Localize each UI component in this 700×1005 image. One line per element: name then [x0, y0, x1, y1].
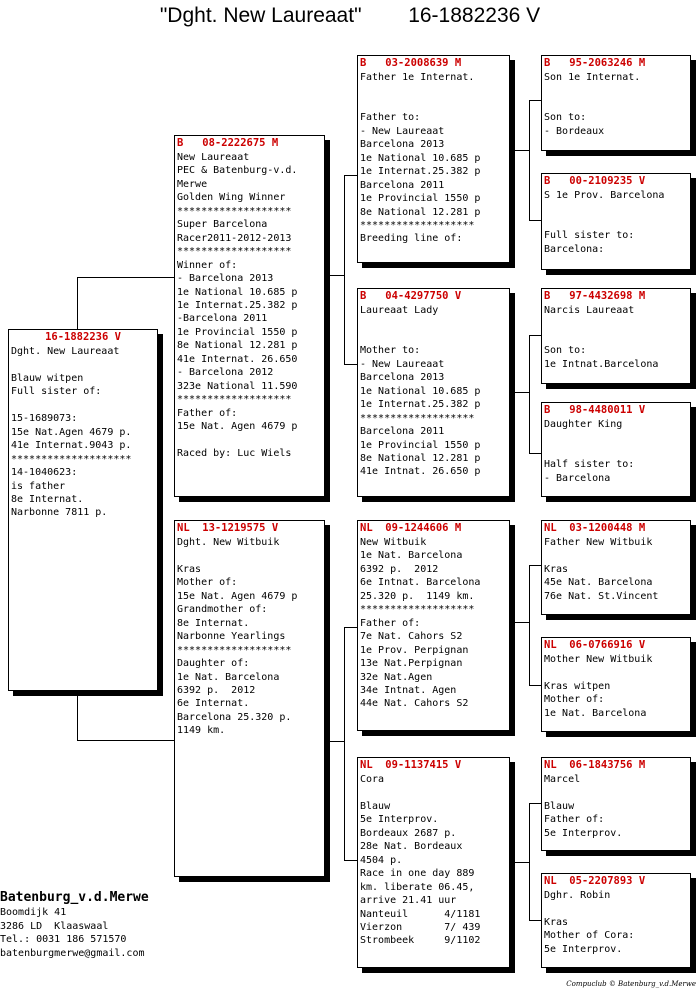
card-text [175, 151, 324, 460]
connector [529, 335, 530, 453]
card-line: ******************* [177, 394, 292, 406]
card-line: 8e National 12.281 p [360, 452, 481, 464]
card-line: -Barcelona 2011 [177, 313, 268, 325]
card-line: Bordeaux 2687 p. [360, 827, 457, 839]
card-line: Father of: [360, 617, 421, 629]
card-line: 41e Intnat. 26.650 p [360, 466, 481, 478]
card-text [9, 345, 157, 520]
card-line: Son to: [544, 112, 587, 124]
card-text [358, 71, 509, 246]
card-line: is father [11, 480, 66, 492]
card-line: 1e Internat.25.382 p [360, 166, 481, 178]
card-line [544, 202, 688, 215]
card-line: 1e National 10.685 p [177, 286, 298, 298]
card-line: 1e Nat. Barcelona [360, 550, 463, 562]
card-line: PEC & Batenburg-v.d. [177, 165, 298, 177]
connector [330, 741, 344, 742]
card-line: Narbonne 7811 p. [11, 507, 108, 519]
card-text [542, 889, 690, 956]
card-line: 1e Provincial 1550 p [360, 193, 481, 205]
card-line [177, 549, 322, 562]
card-line: - Barcelona [544, 472, 611, 484]
page-title: "Dght. New Laureaat" 16-1882236 V [159, 4, 541, 27]
card-line: 44e Nat. Cahors S2 [360, 698, 469, 710]
connector [344, 175, 358, 176]
card-text [542, 536, 690, 603]
connector [330, 275, 344, 276]
connector [529, 565, 530, 685]
card-line: Winner of: [177, 259, 238, 271]
card-line: Full sister to: [544, 230, 635, 242]
card-line: Laureaat Lady [360, 305, 439, 316]
card-line: 34e Intnat. Agen [360, 684, 457, 696]
connector [77, 277, 78, 329]
connector [77, 740, 175, 741]
card-line: 41e Internat. 26.650 [177, 353, 298, 365]
card-line: 323e National 11.590 [177, 380, 298, 392]
pedigree-card-mfm [541, 637, 691, 732]
card-line [544, 666, 688, 679]
owner-email[interactable]: batenburgmerwe@gmail.com [0, 947, 145, 959]
card-line: 1e Intnat.Barcelona [544, 358, 659, 370]
card-line: 6e Internat. [177, 698, 250, 710]
card-line: Marcel [544, 774, 581, 785]
card-line: Kras witpen [544, 680, 611, 692]
card-line: 1e Nat. Barcelona [177, 671, 280, 683]
card-line [544, 98, 688, 111]
card-line: Mother to: [360, 345, 421, 357]
card-text [358, 773, 509, 948]
card-line: Dght. New Witbuik [177, 537, 280, 548]
software-credit: Compuclub © Batenburg_v.d.Merwe [566, 980, 696, 988]
card-line: ******************* [360, 604, 475, 616]
card-line [544, 216, 688, 229]
card-line: ******************** [11, 453, 132, 465]
card-text [542, 773, 690, 840]
card-line [360, 786, 507, 799]
card-text [542, 653, 690, 720]
card-line: 1e Provincial 1550 p [360, 439, 481, 451]
card-line [360, 317, 507, 330]
card-line: Barcelona 25.320 p. [177, 711, 292, 723]
card-line: Barcelona: [544, 243, 605, 255]
pedigree-card-mm [357, 757, 510, 968]
card-line [544, 431, 688, 444]
card-line: Kras [544, 563, 569, 575]
card-text [542, 304, 690, 371]
card-line [360, 98, 507, 111]
card-line: km. liberate 06.45, [360, 881, 475, 893]
pedigree-card-mother [174, 520, 325, 877]
ring-number: NL 06-0766916 V [544, 639, 646, 651]
card-line: Narcis Laureaat [544, 305, 635, 316]
card-line: Golden Wing Winner [177, 192, 286, 204]
card-line: 6392 p. 2012 [360, 563, 439, 575]
ring-number: B 95-2063246 M [544, 57, 646, 69]
connector [344, 860, 358, 861]
ring-number: B 97-4432698 M [544, 290, 646, 302]
owner-info [0, 890, 149, 960]
card-line: ******************* [360, 412, 475, 424]
pedigree-card-mff [541, 520, 691, 615]
card-line: Mother of Cora: [544, 930, 635, 942]
card-line: Narbonne Yearlings [177, 631, 286, 643]
pedigree-card-mmf [541, 757, 691, 851]
ring-number: NL 13-1219575 V [177, 522, 279, 534]
card-line [360, 331, 507, 344]
connector [529, 803, 530, 920]
card-line: Kras [177, 563, 202, 575]
card-line: 1e Internat.25.382 p [177, 299, 298, 311]
card-line [11, 399, 155, 412]
card-line: Blauw witpen [11, 372, 84, 384]
connector [344, 364, 358, 365]
card-line: Grandmother of: [177, 604, 268, 616]
card-line: Father New Witbuik [544, 537, 653, 548]
card-line: 8e National 12.281 p [177, 340, 298, 352]
card-line: Dght. New Laureaat [11, 346, 120, 357]
card-line: Racer2011-2012-2013 [177, 232, 292, 244]
ring-number: B 04-4297750 V [360, 290, 462, 302]
card-line: S 1e Prov. Barcelona [544, 190, 665, 201]
card-line: Barcelona 2013 [360, 372, 445, 384]
card-line: New Laureaat [177, 152, 250, 163]
pedigree-card-ff [357, 55, 510, 263]
card-text [175, 536, 324, 738]
card-line: Half sister to: [544, 459, 635, 471]
card-line: 1e Internat.25.382 p [360, 399, 481, 411]
pedigree-card-subject [8, 329, 158, 691]
ring-number: B 08-2222675 M [177, 137, 279, 149]
pedigree-card-ffm [541, 173, 691, 270]
card-line: Father 1e Internat. [360, 72, 475, 83]
card-line: 15-1689073: [11, 413, 78, 425]
card-line [177, 434, 322, 447]
card-line: ******************* [177, 246, 292, 258]
card-line: 15e Nat. Agen 4679 p [177, 421, 298, 433]
card-line: ******************* [177, 644, 292, 656]
ring-number: NL 03-1200448 M [544, 522, 646, 534]
card-line: Mother of: [544, 694, 605, 706]
owner-name: Batenburg_v.d.Merwe [0, 890, 149, 905]
card-line: 5e Interprov. [544, 943, 623, 955]
card-line: 7e Nat. Cahors S2 [360, 631, 463, 643]
card-line: Race in one day 889 [360, 868, 475, 880]
card-line: 76e Nat. St.Vincent [544, 590, 659, 602]
pedigree-card-father [174, 135, 325, 497]
connector [77, 692, 78, 741]
card-line: 5e Interprov. [360, 814, 439, 826]
card-line [544, 902, 688, 915]
card-line [544, 445, 688, 458]
card-line: New Witbuik [360, 537, 427, 548]
ring-number: B 00-2109235 V [544, 175, 646, 187]
card-line: 45e Nat. Barcelona [544, 577, 653, 589]
card-line: Barcelona 2013 [360, 139, 445, 151]
card-line: Son 1e Internat. [544, 72, 641, 83]
card-line: Mother New Witbuik [544, 654, 653, 665]
card-line: 8e National 12.281 p [360, 206, 481, 218]
card-line: arrive 21.41 uur [360, 895, 457, 907]
card-line: - Barcelona 2013 [177, 273, 274, 285]
card-line: - Barcelona 2012 [177, 367, 274, 379]
card-line: Blauw [360, 800, 391, 812]
card-line: 41e Internat.9043 p. [11, 440, 132, 452]
card-line: 8e Internat. [11, 493, 84, 505]
card-line: 8e Internat. [177, 617, 250, 629]
owner-postcode: 3286 LD Klaaswaal [0, 920, 109, 932]
ring-number: B 03-2008639 M [360, 57, 462, 69]
card-line: Cora [360, 774, 385, 785]
card-line: Mother of: [177, 577, 238, 589]
card-line: 32e Nat.Agen [360, 671, 433, 683]
card-line: 1e Provincial 1550 p [177, 326, 298, 338]
card-text [542, 71, 690, 138]
card-line: Raced by: Luc Wiels [177, 447, 292, 459]
card-line: Father of: [177, 407, 238, 419]
card-line: Barcelona 2011 [360, 426, 445, 438]
connector [515, 622, 529, 623]
card-line: - Bordeaux [544, 125, 605, 137]
card-line: 15e Nat. Agen 4679 p [177, 590, 298, 602]
card-text [358, 536, 509, 711]
card-line: 25.320 p. 1149 km. [360, 590, 475, 602]
pedigree-card-mmm [541, 873, 691, 968]
card-line: 28e Nat. Bordeaux [360, 841, 463, 853]
ring-number: NL 09-1137415 V [360, 759, 462, 771]
connector [344, 175, 345, 365]
card-line [544, 84, 688, 97]
card-line: Father to: [360, 112, 421, 124]
card-line [544, 331, 688, 344]
card-line: 5e Interprov. [544, 827, 623, 839]
pedigree-card-fmm [541, 402, 691, 497]
card-line [360, 84, 507, 97]
ring-number: NL 09-1244606 M [360, 522, 462, 534]
card-line: ******************* [177, 205, 292, 217]
card-text [358, 304, 509, 479]
card-line: - New Laureaat [360, 125, 445, 137]
card-line: 6392 p. 2012 [177, 684, 256, 696]
card-line: Strombeek 9/1102 [360, 935, 481, 947]
pedigree-card-fm [357, 288, 510, 497]
owner-address: Boomdijk 41 [0, 907, 67, 918]
connector [77, 277, 175, 278]
card-line: 14-1040623: [11, 467, 78, 479]
card-line: Nanteuil 4/1181 [360, 908, 481, 920]
card-line: 1149 km. [177, 725, 226, 737]
card-line: Vierzon 7/ 439 [360, 921, 481, 933]
connector [515, 862, 529, 863]
connector [529, 100, 530, 220]
pedigree-card-mf [357, 520, 510, 731]
card-line: Merwe [177, 178, 208, 190]
card-line: 1e Nat. Barcelona [544, 707, 647, 719]
card-line: 4504 p. [360, 854, 403, 866]
card-line: Daughter King [544, 419, 623, 430]
connector [344, 627, 345, 860]
ring-number: 16-1882236 V [45, 331, 121, 343]
card-line [11, 358, 155, 371]
card-line: 15e Nat.Agen 4679 p. [11, 426, 132, 438]
card-line: 13e Nat.Perpignan [360, 658, 463, 670]
card-line: ******************* [360, 219, 475, 231]
card-line: 1e National 10.685 p [360, 152, 481, 164]
card-line: 6e Intnat. Barcelona [360, 577, 481, 589]
card-line [544, 786, 688, 799]
card-line: Blauw [544, 800, 575, 812]
ring-number: B 98-4480011 V [544, 404, 646, 416]
pedigree-card-fmf [541, 288, 691, 384]
card-text [542, 418, 690, 485]
pedigree-card-fff [541, 55, 691, 151]
card-line [544, 549, 688, 562]
connector [515, 150, 529, 151]
card-line: Full sister of: [11, 386, 102, 398]
card-line: Dghr. Robin [544, 890, 611, 901]
owner-phone: Tel.: 0031 186 571570 [0, 934, 127, 945]
ring-number: NL 05-2207893 V [544, 875, 646, 887]
card-line: Kras [544, 916, 569, 928]
connector [344, 627, 358, 628]
connector [515, 392, 529, 393]
card-line: Barcelona 2011 [360, 179, 445, 191]
card-line: Son to: [544, 345, 587, 357]
card-line: - New Laureaat [360, 358, 445, 370]
card-line: Daughter of: [177, 658, 250, 670]
card-line: 1e Prov. Perpignan [360, 644, 469, 656]
card-line: 1e National 10.685 p [360, 385, 481, 397]
ring-number: NL 06-1843756 M [544, 759, 646, 771]
card-line: Breeding line of: [360, 233, 463, 245]
card-line: Father of: [544, 814, 605, 826]
card-line: Super Barcelona [177, 219, 268, 231]
card-text [542, 189, 690, 256]
card-line [544, 317, 688, 330]
